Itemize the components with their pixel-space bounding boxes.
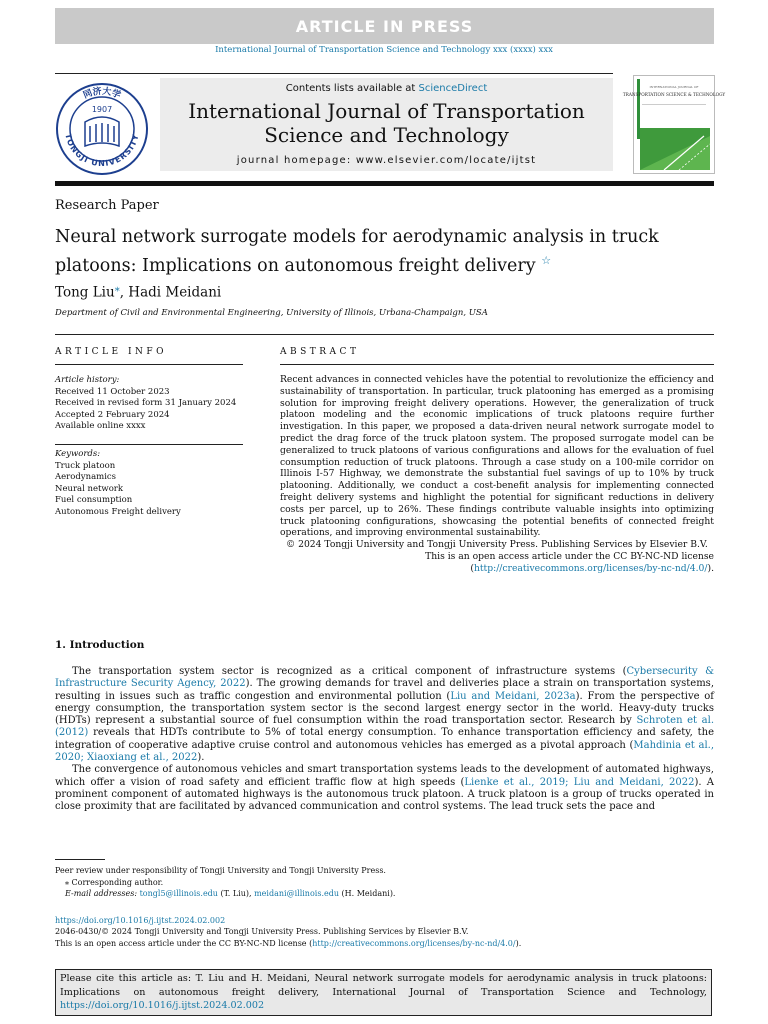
- author-name[interactable]: Hadi Meidani: [128, 284, 222, 301]
- history-entry: Accepted 2 February 2024: [55, 409, 170, 420]
- doi-link[interactable]: https://doi.org/10.1016/j.ijtst.2024.02.002: [55, 916, 226, 925]
- abstract-rule: [280, 364, 714, 365]
- email-link-liu[interactable]: tongl5@illinois.edu: [139, 889, 218, 899]
- publication-info: [55, 915, 714, 949]
- history-entry: Received 11 October 2023: [55, 386, 170, 397]
- keywords-rule: [55, 444, 243, 445]
- introduction-body: [55, 666, 714, 814]
- corresponding-author-mark[interactable]: ⁎: [114, 283, 120, 294]
- introduction-paragraph-2: [55, 764, 714, 813]
- abstract-heading: ABSTRACT: [280, 347, 360, 357]
- author-separator: ,: [119, 284, 129, 301]
- abstract-copyright: © 2024 Tongji University and Tongji University Press. Publishing Services by Elsevier B.V.: [286, 539, 708, 551]
- issn-line: 2046-0430/© 2024 Tongji University and Tongji University Press. Publishing Services by Elsevier B.V.: [55, 927, 469, 937]
- history-list: [55, 387, 243, 433]
- tongji-university-logo: [55, 82, 149, 176]
- keyword[interactable]: Truck platoon: [55, 460, 116, 471]
- paragraph-text: The convergence of autonomous vehicles and smart transportation systems leads to the development of automated highways, which offer a vision of road safety and efficient traffic flow at high speeds (: [55, 764, 714, 788]
- journal-homepage[interactable]: journal homepage: www.elsevier.com/locate/ijtst: [236, 155, 537, 166]
- keyword[interactable]: Aerodynamics: [55, 472, 117, 483]
- journal-name: International Journal of Transportation Science and Technology: [188, 99, 585, 147]
- article-history: [55, 375, 243, 433]
- svg-text:INTERNATIONAL JOURNAL OF: INTERNATIONAL JOURNAL OF: [649, 85, 699, 89]
- keyword[interactable]: Neural network: [55, 483, 124, 494]
- open-access-line: This is an open access article under the CC BY-NC-ND license (http://creativecommons.org/licenses/by-nc-nd/4.0/).: [55, 938, 522, 948]
- peer-review-note: Peer review under responsibility of Tongji University and Tongji University Press.: [55, 866, 386, 875]
- introduction-paragraph-1: [55, 666, 714, 764]
- history-entry: Available online xxxx: [55, 421, 146, 432]
- keywords-block: [55, 449, 243, 519]
- citation-link[interactable]: Mahdinia et al., 2020; Xiaoxiang et al., 2022: [55, 739, 714, 764]
- svg-text:1907: 1907: [91, 105, 113, 114]
- keywords-label: Keywords:: [55, 449, 101, 459]
- citation-link[interactable]: Cybersecurity & Infrastructure Security Agency, 2022: [55, 666, 714, 690]
- keyword[interactable]: Autonomous Freight delivery: [55, 506, 181, 517]
- svg-text:同济大学: 同济大学: [81, 86, 123, 102]
- footnotes: [55, 865, 714, 900]
- journal-cover-thumbnail: [622, 75, 726, 174]
- history-entry: Received in revised form 31 January 2024: [55, 398, 237, 409]
- author-name[interactable]: Tong Liu: [55, 284, 115, 301]
- email-note: E-mail addresses: tongl5@illinois.edu (T. Liu), meidani@illinois.edu (H. Meidani).: [65, 889, 396, 899]
- svg-text:TRANSPORTATION SCIENCE & TECHN: TRANSPORTATION SCIENCE & TECHNOLOGY: [622, 92, 726, 97]
- paragraph-text: ). The growing demands for travel and deliveries place a strain on transportation systems, resulting in issues such as traffic congestion and environmental pollution (: [55, 678, 714, 702]
- email-link-meidani[interactable]: meidani@illinois.edu: [254, 889, 339, 899]
- paragraph-text: The transportation system sector is recognized as a critical component of infrastructure systems (: [72, 666, 627, 677]
- history-label: Article history:: [55, 375, 120, 385]
- article-info-rule: [55, 364, 243, 365]
- article-in-press-banner: ARTICLE IN PRESS: [55, 8, 714, 44]
- sciencedirect-link[interactable]: ScienceDirect: [418, 83, 488, 94]
- license-link[interactable]: http://creativecommons.org/licenses/by-nc-nd/4.0/: [473, 562, 708, 574]
- keyword[interactable]: Fuel consumption: [55, 495, 133, 506]
- citation-link[interactable]: Schroten et al. (2012): [55, 715, 714, 739]
- corresponding-author-note: ⁎ Corresponding author.: [65, 877, 164, 887]
- abstract-text: Recent advances in connected vehicles have the potential to revolutionize the efficiency and sustainability of transportation. In particular, truck platooning has emerged as a promising solution for improving freight delivery operations. However, the generalization of truck platoon modeling and the economic implications of truck platoons require further investigation. In this paper, we proposed a data-driven neural network surrogate model to predict the drag force of the truck platoon system. The proposed surrogate model can be generalized to truck platoons of various configurations and allows for the evaluation of fuel consumption reduction of truck platoons. Through a case study on a 100-mile corridor on Illinois I-57 Highway, we demonstrate the substantial fuel savings of up to 10% by truck platooning. Additionally, we conduct a cost-benefit analysis for implementing connected freight delivery systems and highlight the potential for significant reductions in delivery costs per parcel, up to 26%. These findings contribute valuable insights into optimizing truck platooning configurations, showcasing the potential benefits of connected freight operations, and improving environmental sustainability.: [280, 374, 714, 539]
- paragraph-text: ). From the perspective of energy consumption, the transportation system sector is the second largest energy sector in the world. Heavy-duty trucks (HDTs) represent a substantial source of fuel consumption within the road transportation sector. Research by: [55, 690, 714, 727]
- citation-link[interactable]: Lienke et al., 2019; Liu and Meidani, 2022: [464, 776, 695, 788]
- citation-box: Please cite this article as: T. Liu and H. Meidani, Neural network surrogate models for aerodynamic analysis in truck platoons: Implications on autonomous freight delivery, International Journal of Transportation Science and Technology, https://doi.org/10.1016/j.ijtst.2024.02.002: [55, 969, 712, 1016]
- paper-title: Neural network surrogate models for aerodynamic analysis in truck platoons: Implications on autonomous freight delivery ☆: [55, 227, 659, 276]
- paragraph-text: ). A prominent component of automated highways is the autonomous truck platoon. A truck platoon is a group of trucks operated in close proximity that are facilitated by advanced communication and control systems. The lead truck sets the pace and: [55, 776, 714, 813]
- paragraph-text: ).: [197, 752, 205, 764]
- citation-doi-link[interactable]: https://doi.org/10.1016/j.ijtst.2024.02.002: [60, 1000, 265, 1012]
- header-thick-rule: [55, 181, 714, 186]
- keyword-list: [55, 461, 243, 519]
- affiliation: Department of Civil and Environmental Engineering, University of Illinois, Urbana-Champaign, USA: [55, 308, 488, 318]
- paragraph-text: reveals that HDTs contribute to 5% of total energy consumption. To enhance transportation efficiency and safety, the integration of cooperative adaptive cruise control and autonomous vehicles has emerged as a pivotal approach (: [55, 727, 714, 751]
- svg-text:TONGJI UNIVERSITY: TONGJI UNIVERSITY: [63, 132, 141, 169]
- article-info-heading: ARTICLE INFO: [55, 347, 168, 357]
- contents-available-line: Contents lists available at ScienceDirect: [285, 83, 488, 94]
- section-rule: [55, 334, 714, 335]
- citation-link[interactable]: Liu and Meidani, 2023a: [450, 690, 576, 702]
- title-footnote-mark[interactable]: ☆: [541, 254, 552, 267]
- abstract-body: [280, 374, 714, 575]
- author-list: [55, 283, 221, 301]
- footnote-rule: [55, 859, 105, 860]
- header-rule: [55, 73, 613, 74]
- abstract-license: This is an open access article under the CC BY-NC-ND license (http://creativecommons.org/licenses/by-nc-nd/4.0/).: [425, 550, 714, 574]
- introduction-heading: 1. Introduction: [55, 639, 145, 651]
- oa-license-link[interactable]: http://creativecommons.org/licenses/by-nc-nd/4.0/: [312, 938, 516, 948]
- journal-citation-link[interactable]: International Journal of Transportation Science and Technology xxx (xxxx) xxx: [215, 45, 553, 55]
- paper-type: Research Paper: [55, 198, 159, 213]
